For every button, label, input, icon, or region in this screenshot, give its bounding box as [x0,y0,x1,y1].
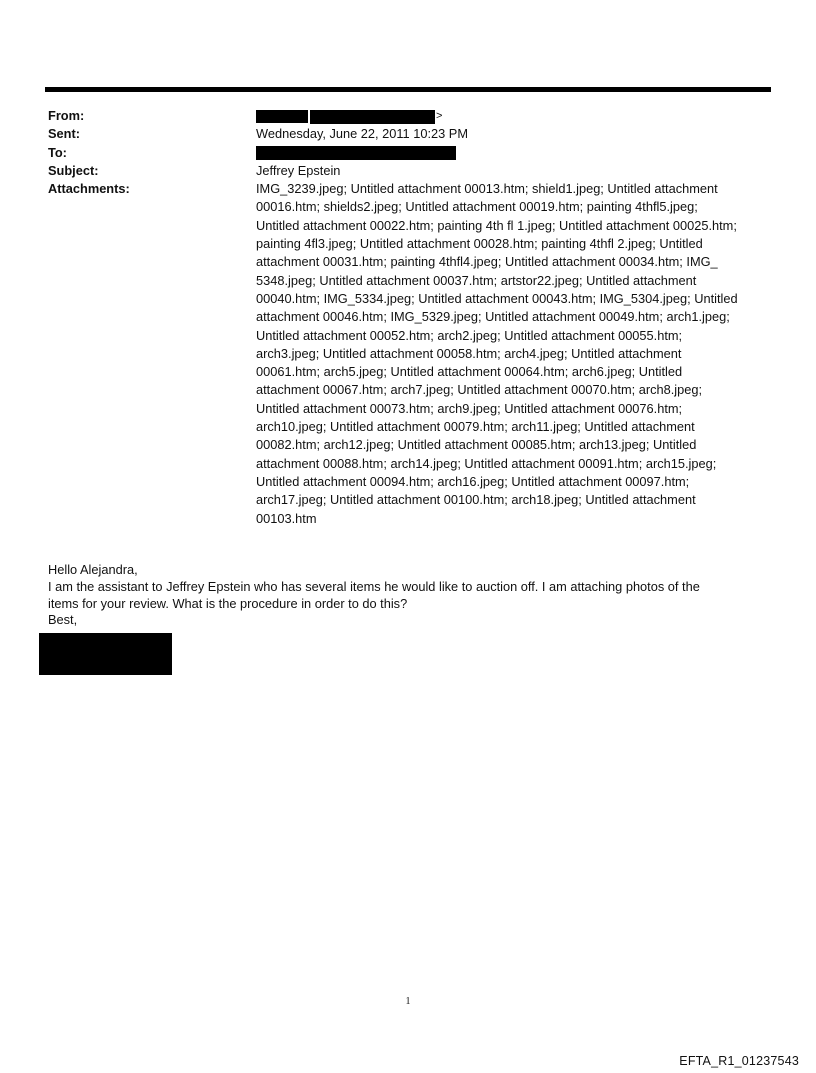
attachments-line: attachment 00046.htm; IMG_5329.jpeg; Untitled attachment 00049.htm; arch1.jpeg; [256,309,730,325]
attachments-line: 00061.htm; arch5.jpeg; Untitled attachment 00064.htm; arch6.jpeg; Untitled [256,364,683,380]
attachments-line: arch10.jpeg; Untitled attachment 00079.htm; arch11.jpeg; Untitled attachment [256,419,695,435]
attachments-line: IMG_3239.jpeg; Untitled attachment 00013.htm; shield1.jpeg; Untitled attachment [256,181,718,197]
email-body [48,562,778,629]
sent-row [48,125,772,143]
from-label: From: [48,108,85,123]
attachments-label: Attachments: [48,181,130,197]
redaction-box [310,110,435,124]
subject-row [48,162,772,180]
attachments-line: Untitled attachment 00073.htm; arch9.jpeg; Untitled attachment 00076.htm; [256,400,683,416]
attachments-line: Untitled attachment 00094.htm; arch16.jpeg; Untitled attachment 00097.htm; [256,473,690,489]
to-row [48,144,772,162]
redaction-box [256,110,308,123]
to-value [256,144,772,162]
attachments-line: attachment 00088.htm; arch14.jpeg; Untitled attachment 00091.htm; arch15.jpeg; [256,455,717,471]
page-number: 1 [405,996,411,1007]
attachments-line: 00040.htm; IMG_5334.jpeg; Untitled attachment 00043.htm; IMG_5304.jpeg; Untitled [256,290,738,306]
body-line: items for your review. What is the procedure in order to do this? [48,595,408,611]
attachments-line: Untitled attachment 00052.htm; arch2.jpeg; Untitled attachment 00055.htm; [256,327,683,343]
subject-label: Subject: [48,162,99,178]
signature-redaction-box [39,633,172,675]
attachments-line: 00016.htm; shields2.jpeg; Untitled attachment 00019.htm; painting 4thfl5.jpeg; [256,199,698,215]
attachments-line: 5348.jpeg; Untitled attachment 00037.htm; artstor22.jpeg; Untitled attachment [256,272,697,288]
from-tail-text: > [436,110,443,122]
sent-label: Sent: [48,126,80,142]
body-line: I am the assistant to Jeffrey Epstein who has several items he would like to auction off. I am attaching photos of the [48,578,700,594]
attachments-line: arch17.jpeg; Untitled attachment 00100.htm; arch18.jpeg; Untitled attachment [256,492,696,508]
attachments-row [48,180,772,528]
sent-value: Wednesday, June 22, 2011 10:23 PM [256,126,469,142]
attachments-line: Untitled attachment 00022.htm; painting 4th fl 1.jpeg; Untitled attachment 00025.htm; [256,217,737,233]
attachments-line: 00103.htm [256,510,317,526]
attachments-list [256,180,772,528]
attachments-line: attachment 00067.htm; arch7.jpeg; Untitled attachment 00070.htm; arch8.jpeg; [256,382,703,398]
email-header [48,107,772,528]
header-divider-rule [45,87,771,92]
redaction-box [256,146,456,160]
subject-value: Jeffrey Epstein [256,162,341,178]
attachments-line: attachment 00031.htm; painting 4thfl4.jpeg; Untitled attachment 00034.htm; IMG_ [256,254,718,270]
greeting: Hello Alejandra, [48,562,138,577]
to-label: To: [48,144,67,160]
from-row [48,107,772,125]
closing: Best, [48,612,78,628]
attachments-line: 00082.htm; arch12.jpeg; Untitled attachment 00085.htm; arch13.jpeg; Untitled [256,437,697,453]
attachments-line: painting 4fl3.jpeg; Untitled attachment 00028.htm; painting 4thfl 2.jpeg; Untitled [256,236,703,252]
bates-number: EFTA_R1_01237543 [679,1054,799,1068]
attachments-line: arch3.jpeg; Untitled attachment 00058.htm; arch4.jpeg; Untitled attachment [256,345,682,361]
from-value [256,107,772,125]
